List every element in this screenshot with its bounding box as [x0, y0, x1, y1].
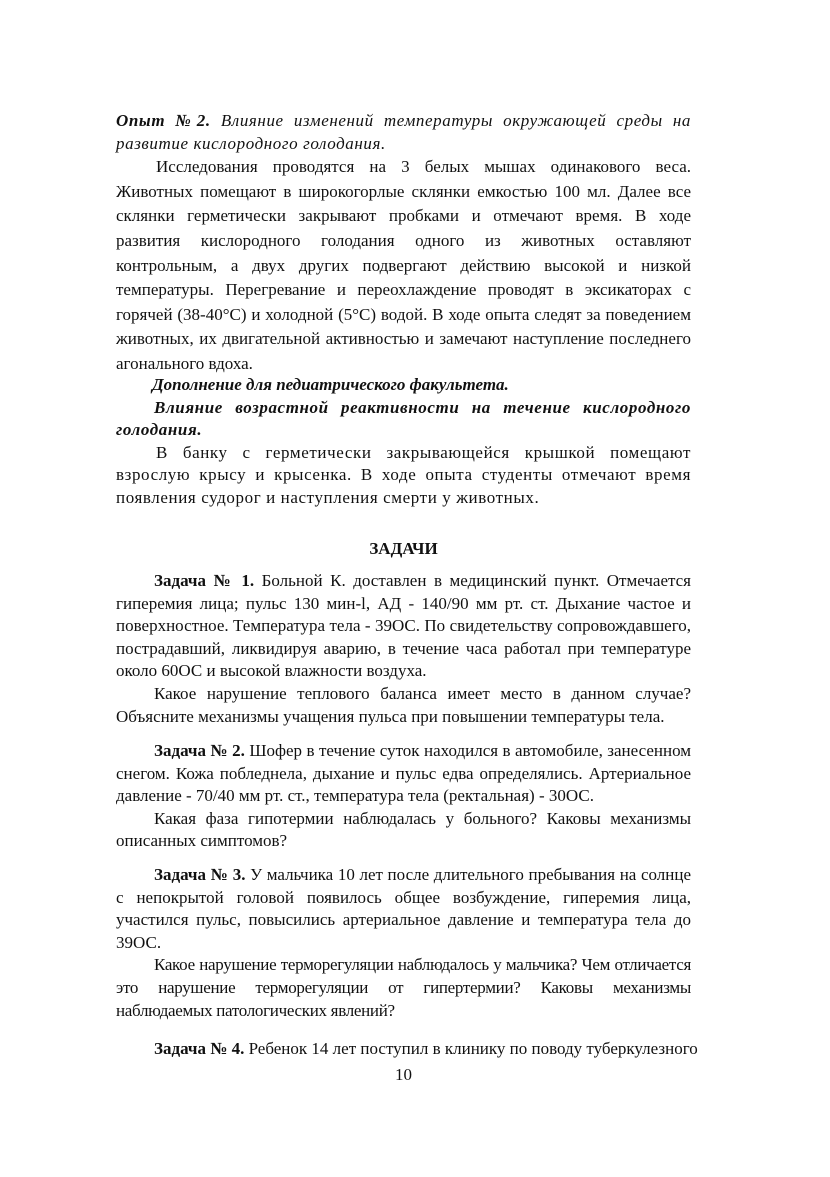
task-2-question: Какая фаза гипотермии наблюдалась у больного? Каковы механизмы описанных симптомов? — [116, 808, 691, 851]
task-3-body: У мальчика 10 лет после длительного пребывания на солнце с непокрытой головой появилось общее возбуждение, гиперемия лица, участился пульс, повысились артериальное давление и температура тела до 39ОС. — [116, 865, 692, 952]
task-2-body: Шофер в течение суток находился в автомобиле, занесенном снегом. Кожа побледнела, дыхание и пульс едва определялись. Артериальное давление - 70/40 мм рт. ст., температура тела (ректальная) - 30ОС. — [116, 741, 692, 806]
experiment2-title-text: Влияние изменений температуры окружающей среды на развитие кислородного голодания. — [116, 111, 692, 153]
task-4-text — [116, 1038, 698, 1061]
experiment2-title-label: Опыт №2. — [116, 111, 211, 130]
experiment2-title — [116, 110, 691, 155]
page-number: 10 — [395, 1065, 412, 1084]
task-4 — [116, 1038, 698, 1061]
task-1-question: Какое нарушение теплового баланса имеет место в данном случае? Объясните механизмы учащения пульса при повышении температуры тела. — [116, 683, 691, 726]
task-4-body: Ребенок 14 лет поступил в клинику по поводу туберкулезного — [244, 1039, 698, 1058]
task-1-body: Больной К. доставлен в медицинский пункт. Отмечается гиперемия лица; пульс 130 мин-l, АД - 140/90 мм рт. ст. Дыхание частое и поверхностное. Температура тела - 39ОС. По свидетельству сопровождавшего, пострадавший, ликвидируя аварию, в течение часа работал при температуре около 60ОС и высокой влажности воздуха. — [116, 571, 692, 681]
task-1-label: Задача № 1. — [154, 571, 255, 590]
task-3-text — [116, 864, 691, 954]
task-3 — [116, 864, 691, 1022]
pediatric-subheading: Влияние возрастной реактивности на течение кислородного голодания. — [116, 397, 691, 440]
task-3-question: Какое нарушение терморегуляции наблюдалось у мальчика? Чем отличается это нарушение терморегуляции от гипертермии? Каковы механизмы наблюдаемых патологических явлений? — [116, 955, 691, 1020]
task-3-label: Задача № 3. — [154, 865, 246, 884]
task-1 — [116, 570, 691, 728]
task-1-text — [116, 570, 691, 683]
pediatric-body: В банку с герметически закрывающейся крышкой помещают взрослую крысу и крысенка. В ходе опыта студенты отмечают время появления судорог и наступления смерти у животных. — [116, 442, 691, 507]
task-2-text — [116, 740, 691, 808]
pediatric-section — [116, 374, 691, 510]
tasks-heading: ЗАДАЧИ — [369, 539, 438, 558]
pediatric-heading: Дополнение для педиатрического факультета. — [152, 375, 509, 394]
experiment2-body: Исследования проводятся на 3 белых мышах одинакового веса. Животных помещают в широкогорлые склянки емкостью 100 мл. Далее все склянки герметически закрывают пробками и отмечают время. В ходе развития кислородного голодания одного из животных оставляют контрольным, а двух других подвергают действию высокой и низкой температуры. Перегревание и переохлаждение проводят в эксикаторах с горячей (38-40°С) и холодной (5°С) водой. В ходе опыта следят за поведением животных, их двигательной активностью и замечают наступление последнего агонального вдоха. — [116, 157, 691, 373]
task-4-label: Задача № 4. — [154, 1039, 245, 1058]
experiment2-section — [116, 110, 691, 377]
task-2-label: Задача № 2. — [154, 741, 245, 760]
task-2 — [116, 740, 691, 853]
